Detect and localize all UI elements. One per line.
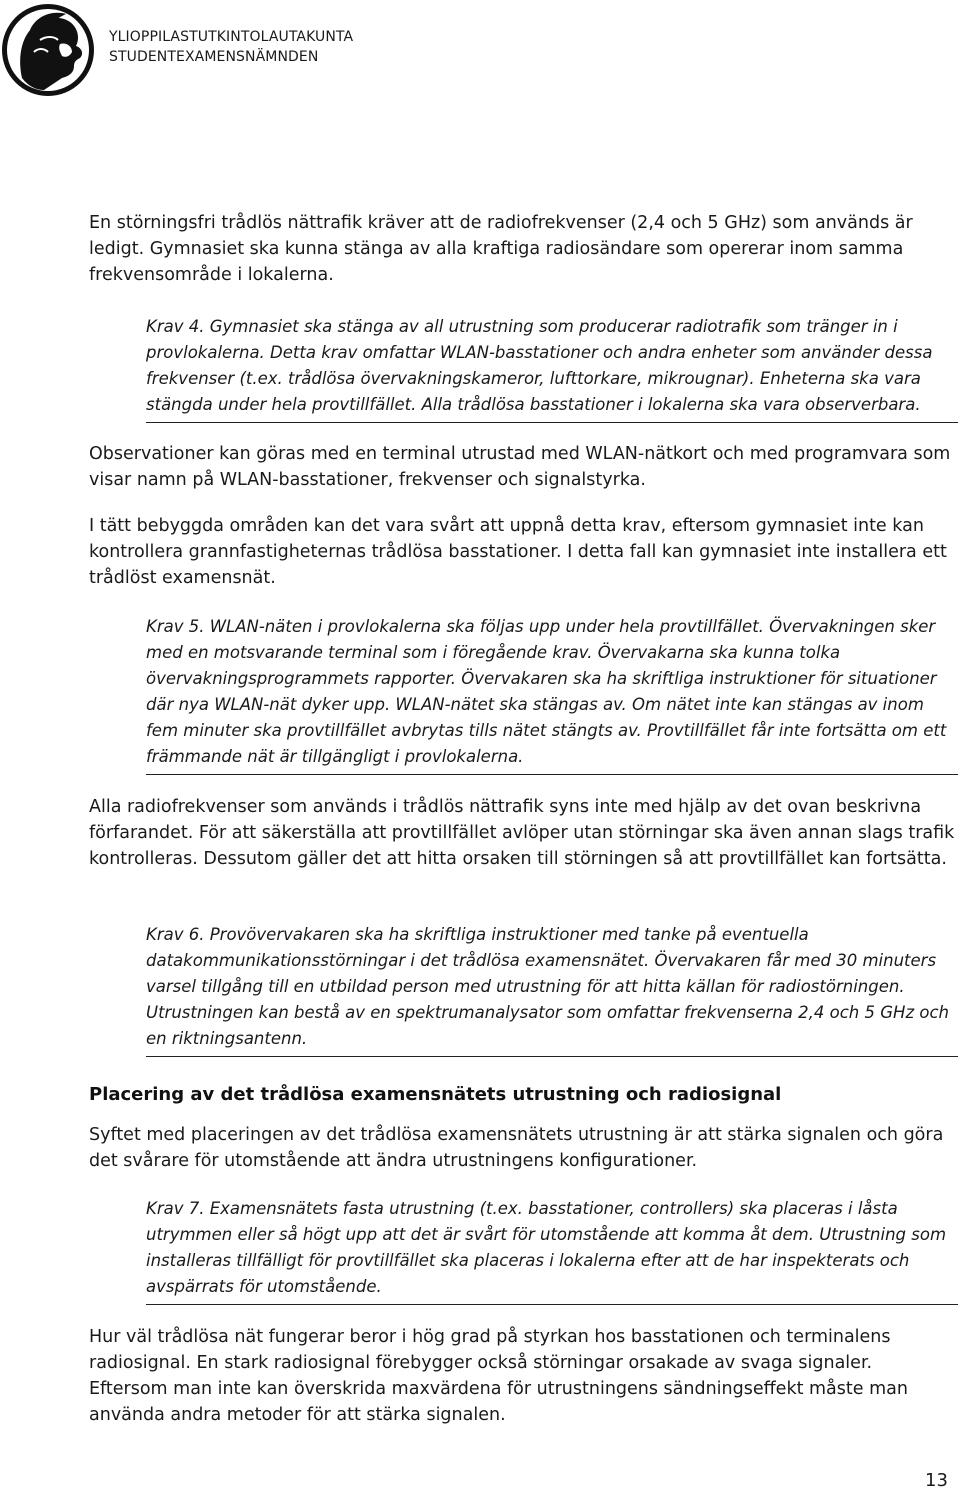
section-heading: Placering av det trådlösa examensnätets utrustning och radiosignal [89,1084,782,1105]
paragraph-placement-purpose: Syftet med placeringen av det trådlösa examensnätets utrustning är att stärka signalen och göra det svårare för utomstående att ändra utrustningens konfigurationer. [89,1125,944,1171]
helmeted-head-logo-icon [0,0,100,100]
organization-name [109,27,353,67]
paragraph-radio-frequencies: Alla radiofrekvenser som används i trådlös nättrafik syns inte med hjälp av det ovan beskrivna förfarandet. För att säkerställa att provtillfället avlöper utan störningar ska även annan slags trafik kontrolleras. Dessutom gäller det att hitta orsaken till störningen så att provtillfället kan fortsätta. [89,797,955,869]
requirement-divider [146,774,958,775]
requirement-4-box [146,314,954,423]
requirement-divider [146,422,958,423]
requirement-6-box [146,922,954,1057]
requirement-divider [146,1304,958,1305]
requirement-4-text: Krav 4. Gymnasiet ska stänga av all utrustning som producerar radiotrafik som tränger in i provlokalerna. Detta krav omfattar WLAN-basstationer och andra enheter som använder dessa frekvenser (t.ex. trådlösa övervakningskameror, lufttorkare, mikrougnar). Enheterna ska vara stängda under hela provtillfället. Alla trådlösa basstationer i lokalerna ska vara observerbara. [146,317,933,414]
requirement-7-box [146,1196,954,1305]
page-number: 13 [925,1470,948,1491]
requirement-5-text: Krav 5. WLAN-näten i provlokalerna ska följas upp under hela provtillfället. Övervakningen sker med en motsvarande terminal som i föregående krav. Övervakarna ska kunna tolka övervakningsprogrammets rapporter. Övervakaren ska ha skriftliga instruktioner för situationer där nya WLAN-nät dyker upp. WLAN-nätet ska stängas av. Om nätet inte kan stängas av inom fem minuter ska provtillfället avbrytas tills nätet stängts av. Provtillfället får inte fortsätta om ett främmande nät är tillgängligt i provlokalerna. [146,617,947,766]
paragraph-observations: Observationer kan göras med en terminal utrustad med WLAN-nätkort och med programvara som visar namn på WLAN-basstationer, frekvenser och signalstyrka. [89,444,951,490]
requirement-5-box [146,614,954,775]
org-name-finnish: YLIOPPILASTUTKINTOLAUTAKUNTA [109,29,354,45]
paragraph-interference-free: En störningsfri trådlös nättrafik kräver att de radiofrekvenser (2,4 och 5 GHz) som används är ledigt. Gymnasiet ska kunna stänga av alla kraftiga radiosändare som opererar inom samma frekvensområde i lokalerna. [89,213,913,285]
paragraph-signal-strength: Hur väl trådlösa nät fungerar beror i hög grad på styrkan hos basstationen och terminalens radiosignal. En stark radiosignal förebygger också störningar orsakade av svaga signaler. Eftersom man inte kan överskrida maxvärdena för utrustningens sändningseffekt måste man använda andra metoder för att stärka signalen. [89,1327,908,1425]
org-name-swedish: STUDENTEXAMENSNÄMNDEN [109,49,319,65]
paragraph-dense-areas: I tätt bebyggda områden kan det vara svårt att uppnå detta krav, eftersom gymnasiet inte kan kontrollera grannfastigheternas trådlösa basstationer. I detta fall kan gymnasiet inte installera ett trådlöst examensnät. [89,516,947,588]
requirement-divider [146,1056,958,1057]
requirement-6-text: Krav 6. Provövervakaren ska ha skriftliga instruktioner med tanke på eventuella datakommunikationsstörningar i det trådlösa examensnätet. Övervakaren får med 30 minuters varsel tillgång till en utbildad person med utrustning för att hitta källan för radiostörningen. Utrustningen kan bestå av en spektrumanalysator som omfattar frekvenserna 2,4 och 5 GHz och en riktningsantenn. [146,925,949,1048]
requirement-7-text: Krav 7. Examensnätets fasta utrustning (t.ex. basstationer, controllers) ska placeras i låsta utrymmen eller så högt upp att det är svårt för utomstående att komma åt dem. Utrustning som installeras tillfälligt för provtillfället ska placeras i lokalerna efter att de har inspekterats och avspärrats för utomstående. [146,1199,947,1296]
